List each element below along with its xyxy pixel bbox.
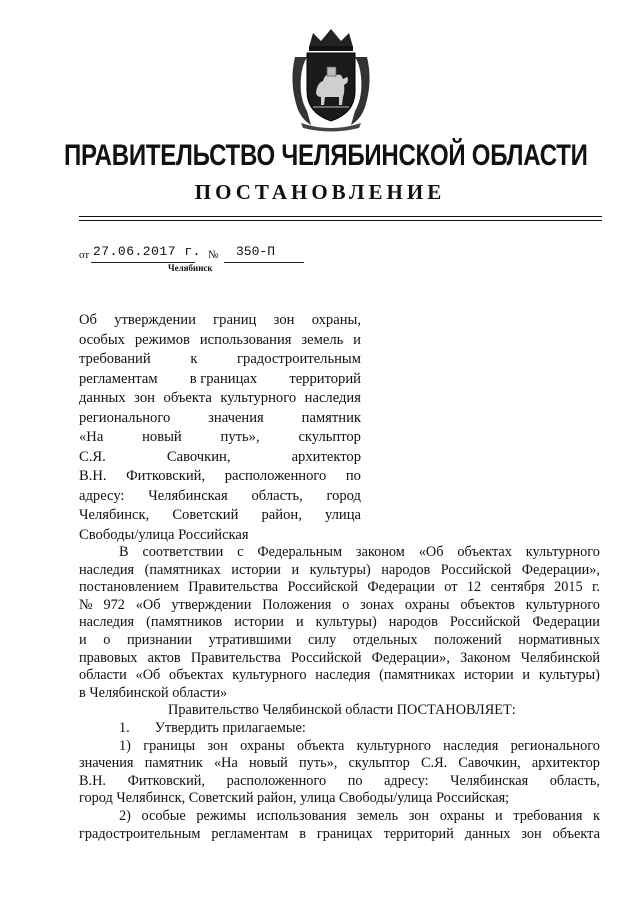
subject-line-word: В.Н. xyxy=(79,468,107,484)
subject-line-word: расположенного xyxy=(224,468,327,484)
body-line-word: истории xyxy=(231,561,281,578)
body-line-word: культуры) xyxy=(309,561,371,578)
body-line-word: «Об xyxy=(418,544,444,560)
subject-line xyxy=(79,487,361,507)
subject-line-word: регламентам xyxy=(79,370,158,387)
body-line-word: расположенного xyxy=(226,772,327,789)
body-line-word: Законом xyxy=(460,649,511,666)
subject-line-word: режимов xyxy=(134,331,190,348)
body-line-word: народов xyxy=(381,561,431,578)
subject-line-word: территорий xyxy=(289,370,361,387)
body-line-word: регионального xyxy=(510,737,600,754)
subject-line-word: охраны, xyxy=(311,312,361,328)
body-line-word: (памятников xyxy=(146,614,223,631)
body-line-word: в Челябинской области» xyxy=(79,684,228,701)
body-line-word: архитектор xyxy=(531,755,600,772)
body-line-word: охраны xyxy=(240,737,285,754)
body-line-word: и xyxy=(79,631,87,648)
body-line-word: объекта xyxy=(297,737,345,754)
coat-of-arms-icon xyxy=(287,27,375,132)
subject-line-word: градостроительным xyxy=(237,351,361,367)
body-line-word: наследия xyxy=(315,667,371,684)
body-line-word: Российской xyxy=(440,561,512,578)
body-line-word: (памятниках xyxy=(379,667,456,684)
subject-line xyxy=(79,409,361,429)
body-line-word: и xyxy=(495,807,503,824)
document-body xyxy=(79,544,600,843)
body-line-word: сентября xyxy=(490,579,545,596)
body-line-word: Федерации xyxy=(532,614,600,631)
date-prefix: от xyxy=(79,249,90,261)
body-line-word: зон xyxy=(521,825,542,842)
subject-line-word: район, xyxy=(261,507,302,523)
body-line-word: № xyxy=(79,596,93,613)
body-line-word: В.Н. xyxy=(79,772,107,789)
body-line-word: 972 xyxy=(103,596,125,613)
body-line-word: наследия xyxy=(79,614,135,631)
body-line-word: актов xyxy=(147,649,181,666)
body-line-word: 1. Утвердить прилагаемые: xyxy=(119,719,306,736)
body-line-word: наследия xyxy=(79,561,135,578)
document-city: Челябинск xyxy=(168,263,213,273)
body-line xyxy=(79,579,600,597)
body-line-word: правовых xyxy=(79,649,138,666)
body-line-word: наследия xyxy=(443,737,499,754)
body-line-word: 2) xyxy=(119,807,131,824)
subject-line-word: земель xyxy=(301,331,344,348)
document-subject xyxy=(79,311,361,545)
body-line-word: нормативных xyxy=(518,631,600,648)
number-sign: № xyxy=(208,249,219,261)
document-date: 27.06.2017 г. xyxy=(93,244,201,259)
body-line-word: культуры) xyxy=(538,667,600,684)
subject-line-word: объекта xyxy=(163,390,212,406)
body-line-word: от xyxy=(444,579,458,596)
subject-line-word: зон xyxy=(134,390,155,406)
body-line-word: культурного xyxy=(232,667,307,684)
subject-line xyxy=(79,428,361,448)
body-line-word: «Об xyxy=(135,596,161,613)
body-line-word: границы xyxy=(143,737,196,754)
subject-line xyxy=(79,389,361,409)
subject-line xyxy=(79,448,361,468)
body-line-word: 2015 xyxy=(554,579,583,596)
body-line-word: и xyxy=(291,561,300,578)
subject-line-word: данных xyxy=(79,390,126,406)
body-line-word: новый xyxy=(249,755,288,772)
body-line-word: положений xyxy=(434,631,502,648)
body-line-word: Фитковский, xyxy=(127,772,205,789)
body-line-word: требования xyxy=(513,807,583,824)
subject-line xyxy=(79,506,361,526)
body-line-word: Положения xyxy=(262,596,332,613)
body-line-word: Правительства xyxy=(188,579,279,596)
body-line xyxy=(79,755,600,773)
body-line-word: область, xyxy=(549,772,600,789)
body-line-word: использования xyxy=(256,807,347,824)
body-line-word: значения xyxy=(79,755,134,772)
body-line-word: особые xyxy=(141,807,186,824)
body-line-word: по xyxy=(347,772,363,789)
body-line-word: Челябинской xyxy=(520,649,600,666)
body-line xyxy=(79,667,600,685)
subject-line-word: Свободы/улица Российская xyxy=(79,526,249,543)
subject-line-word: культурного xyxy=(220,390,297,406)
subject-line-word: скульптор xyxy=(298,429,361,445)
body-line-word: культурного xyxy=(356,737,431,754)
body-line-word: объектах xyxy=(169,667,224,684)
body-line-word: Российской xyxy=(291,649,362,666)
body-line-word: границах xyxy=(316,825,373,842)
body-line-word: Савочкин, xyxy=(458,755,521,772)
subject-line-word: Челябинск, xyxy=(79,507,150,523)
subject-line-word: новый xyxy=(142,429,182,445)
subject-line-word: по xyxy=(345,468,361,484)
body-line-word: культурного xyxy=(525,544,600,560)
subject-line-word: использования xyxy=(199,331,292,348)
body-line-word: истории xyxy=(464,667,514,684)
body-line-word: постановлением xyxy=(79,579,179,596)
body-line-word: зонах xyxy=(360,596,394,613)
body-line-word: Федеральным xyxy=(257,544,343,560)
body-line-word: Федерации», xyxy=(371,649,450,666)
body-line-word: признании xyxy=(127,631,193,648)
body-line-word: объекта xyxy=(552,825,600,842)
body-line-word: Российской xyxy=(287,579,359,596)
body-line-word: режимы xyxy=(196,807,247,824)
body-line-word: силу xyxy=(307,631,337,648)
number-underline xyxy=(224,262,304,263)
body-line-word: области xyxy=(79,667,127,684)
body-line xyxy=(79,790,600,808)
subject-line-word: особых xyxy=(79,331,125,348)
body-line xyxy=(79,808,600,826)
body-line-word: С.Я. xyxy=(420,755,448,772)
body-line-word: регламентам xyxy=(211,825,289,842)
body-line-word: путь», xyxy=(299,755,338,772)
subject-line xyxy=(79,370,361,390)
body-line-word: «На xyxy=(214,755,238,772)
subject-line-word: Советский xyxy=(172,507,239,523)
body-line-word: Федерации», xyxy=(521,561,600,578)
body-line-word: истории xyxy=(234,614,284,631)
body-line-word: Правительство Челябинской области ПОСТАНОВЛЯЕТ: xyxy=(168,702,516,719)
subject-line-word: Фитковский, xyxy=(126,468,206,484)
subject-line-word: С.Я. xyxy=(79,448,106,465)
subject-line-word: к xyxy=(190,351,198,367)
body-line-word: и xyxy=(295,614,304,631)
body-line-word: территорий xyxy=(383,825,454,842)
subject-line-word: и xyxy=(353,331,361,348)
body-line-word: данных xyxy=(464,825,511,842)
body-line-word: о xyxy=(103,631,111,648)
header-rule-bottom xyxy=(79,220,602,221)
body-line-word: объектах xyxy=(457,544,512,560)
body-line-word: зон xyxy=(408,807,430,824)
body-line-word: Российской xyxy=(449,614,521,631)
subject-line-word: границ xyxy=(213,312,257,328)
body-line xyxy=(79,632,600,650)
body-line-word: город Челябинск, Советский район, улица Свободы/улица Российская; xyxy=(79,790,510,807)
body-line-word: утверждении xyxy=(171,596,252,613)
subject-line-word: зон xyxy=(273,312,295,328)
body-line-word: отдельных xyxy=(352,631,418,648)
body-line xyxy=(79,773,600,791)
subject-line-word: требований xyxy=(79,351,151,367)
subject-line-word: Об xyxy=(79,312,97,328)
body-line-word: народов xyxy=(388,614,438,631)
document-number: 350-П xyxy=(236,244,276,259)
government-title: ПРАВИТЕЛЬСТВО ЧЕЛЯБИНСКОЙ ОБЛАСТИ xyxy=(64,139,588,172)
subject-line xyxy=(79,331,361,351)
body-line-word: охраны xyxy=(404,596,450,613)
body-line-word: охраны xyxy=(439,807,485,824)
body-line xyxy=(79,685,600,703)
document-type: ПОСТАНОВЛЕНИЕ xyxy=(194,180,446,204)
body-line-word: в xyxy=(299,825,306,842)
body-line-word: с xyxy=(237,544,244,560)
body-line xyxy=(79,562,600,580)
body-line xyxy=(79,614,600,632)
body-line-word: объектов xyxy=(460,596,515,613)
subject-line xyxy=(79,526,361,546)
body-line-word: и xyxy=(522,667,531,684)
subject-line xyxy=(79,350,361,370)
body-line-word: законом xyxy=(355,544,405,560)
body-line xyxy=(79,826,600,844)
body-line-word: г. xyxy=(592,579,600,596)
subject-line-word: путь», xyxy=(220,429,260,445)
subject-line-word: архитектор xyxy=(291,448,361,465)
subject-line xyxy=(79,467,361,487)
body-line-word: «Об xyxy=(135,667,161,684)
subject-line-word: улица xyxy=(324,507,361,523)
subject-line-word: памятник xyxy=(301,409,361,426)
body-line-word: к xyxy=(593,807,600,824)
body-line xyxy=(79,597,600,615)
subject-line xyxy=(79,311,361,331)
body-line-word: Правительства xyxy=(190,649,281,666)
body-line-word: Челябинская xyxy=(450,772,529,789)
body-line xyxy=(79,650,600,668)
subject-line-word: в границах xyxy=(189,370,258,387)
body-line xyxy=(79,720,600,738)
subject-line-word: Савочкин, xyxy=(166,448,231,465)
subject-line-word: утверждении xyxy=(114,312,196,328)
body-line xyxy=(79,702,600,720)
body-line-word: градостроительным xyxy=(79,825,201,842)
body-line xyxy=(79,544,600,562)
body-line-word: скульптор xyxy=(348,755,410,772)
body-line-word: 12 xyxy=(466,579,482,596)
body-line-word: зон xyxy=(207,737,228,754)
subject-line-word: адресу: xyxy=(79,487,125,504)
subject-line-word: значения xyxy=(208,409,264,426)
body-line-word: 1) xyxy=(119,737,131,754)
body-line-word: памятник xyxy=(144,755,203,772)
subject-line-word: наследия xyxy=(304,390,361,406)
body-line-word: (памятниках xyxy=(144,561,221,578)
body-line-word: культуры) xyxy=(315,614,377,631)
body-line-word: утратившими xyxy=(208,631,292,648)
body-line-word: земель xyxy=(357,807,399,824)
subject-line-word: Челябинская xyxy=(148,487,228,504)
subject-line-word: город xyxy=(326,487,361,504)
header-rule-top xyxy=(79,216,602,217)
subject-line-word: регионального xyxy=(79,409,171,426)
body-line xyxy=(79,738,600,756)
subject-line-word: область, xyxy=(251,487,303,504)
body-line-word: о xyxy=(342,596,350,613)
subject-line-word: «На xyxy=(79,429,104,445)
body-line-word: культурного xyxy=(525,596,600,613)
body-line-word: Федерации xyxy=(367,579,435,596)
body-line-word: адресу: xyxy=(384,772,429,789)
body-line-word: В xyxy=(119,544,129,560)
body-line-word: соответствии xyxy=(142,544,224,560)
